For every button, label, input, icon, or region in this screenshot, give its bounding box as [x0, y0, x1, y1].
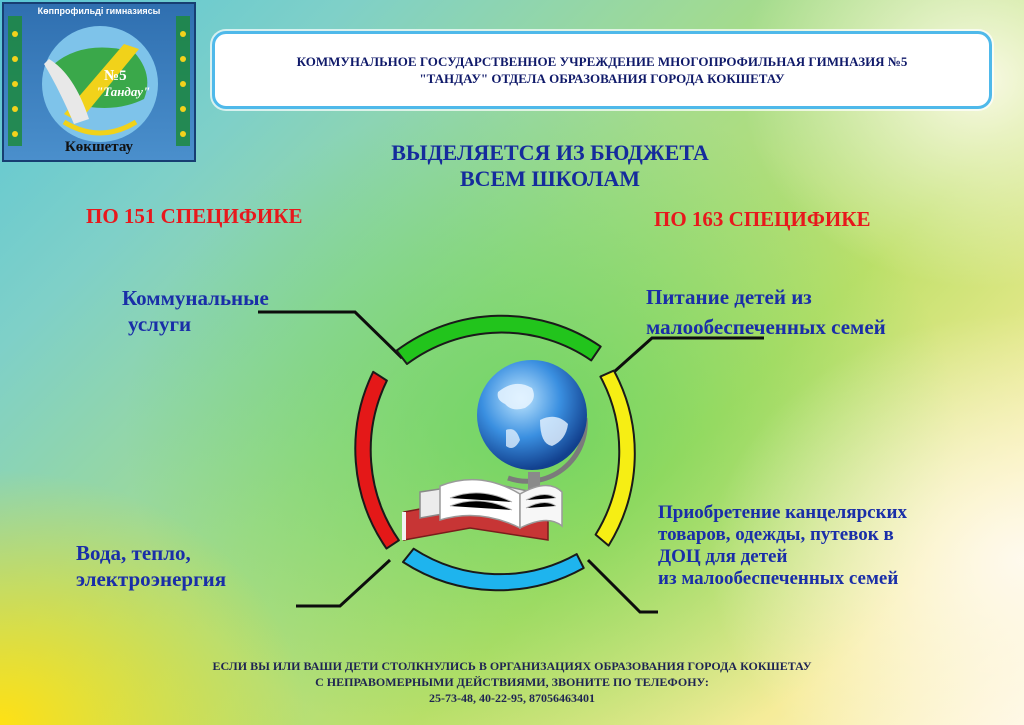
logo-number: №5 [104, 68, 127, 84]
leader-line-supplies [588, 560, 658, 612]
headline-line-1: ВЫДЕЛЯЕТСЯ ИЗ БЮДЖЕТА [391, 140, 709, 165]
label-food [646, 282, 886, 342]
label-supplies-line-4: из малообеспеченных семей [658, 568, 899, 589]
footer-line-2: С НЕПРАВОМЕРНЫМИ ДЕЙСТВИЯМИ, ЗВОНИТЕ ПО ТЕЛЕФОНУ: [315, 675, 709, 689]
label-supplies [658, 502, 907, 590]
footer-line-1: ЕСЛИ ВЫ ИЛИ ВАШИ ДЕТИ СТОЛКНУЛИСЬ В ОРГАНИЗАЦИЯХ ОБРАЗОВАНИЯ ГОРОДА КОКШЕТАУ [212, 659, 812, 673]
header-line-2: "ТАНДАУ" ОТДЕЛА ОБРАЗОВАНИЯ ГОРОДА КОКШЕТАУ [419, 71, 785, 86]
logo-city: Көкшетау [64, 139, 134, 155]
leader-line-food [605, 338, 764, 380]
arc-left [355, 372, 399, 549]
footer-notice [0, 658, 1024, 706]
arc-top [397, 316, 601, 364]
leader-line-water [296, 560, 390, 606]
label-utilities-line-1: Коммунальные [122, 286, 269, 310]
label-supplies-line-3: ДОЦ для детей [658, 546, 788, 567]
label-supplies-line-2: товаров, одежды, путевок в [658, 524, 894, 545]
spec-right-heading: ПО 163 СПЕЦИФИКЕ [654, 207, 871, 231]
label-utilities [122, 285, 269, 337]
logo-top-text: Көппрофильді гимназиясы [37, 6, 161, 16]
label-food-line-2: малообеспеченных семей [646, 315, 886, 339]
label-food-line-1: Питание детей из [646, 285, 812, 309]
spec-left-heading: ПО 151 СПЕЦИФИКЕ [86, 204, 303, 228]
label-utilities-line-2: услуги [128, 312, 192, 336]
label-water-line-2: электроэнергия [76, 567, 227, 591]
header-line-1: КОММУНАЛЬНОЕ ГОСУДАРСТВЕННОЕ УЧРЕЖДЕНИЕ МНОГОПРОФИЛЬНАЯ ГИМНАЗИЯ №5 [296, 54, 908, 69]
arc-right [596, 371, 635, 546]
footer-phones: 25-73-48, 40-22-95, 87056463401 [429, 691, 595, 705]
books-icon [404, 480, 562, 540]
leader-line-utilities [258, 312, 402, 358]
label-supplies-line-1: Приобретение канцелярских [658, 502, 907, 523]
logo-name: "Тандау" [96, 84, 151, 99]
headline-line-2: ВСЕМ ШКОЛАМ [459, 166, 641, 191]
label-water-line-1: Вода, тепло, [76, 541, 191, 565]
arc-bottom [403, 549, 584, 591]
label-water [76, 540, 226, 592]
